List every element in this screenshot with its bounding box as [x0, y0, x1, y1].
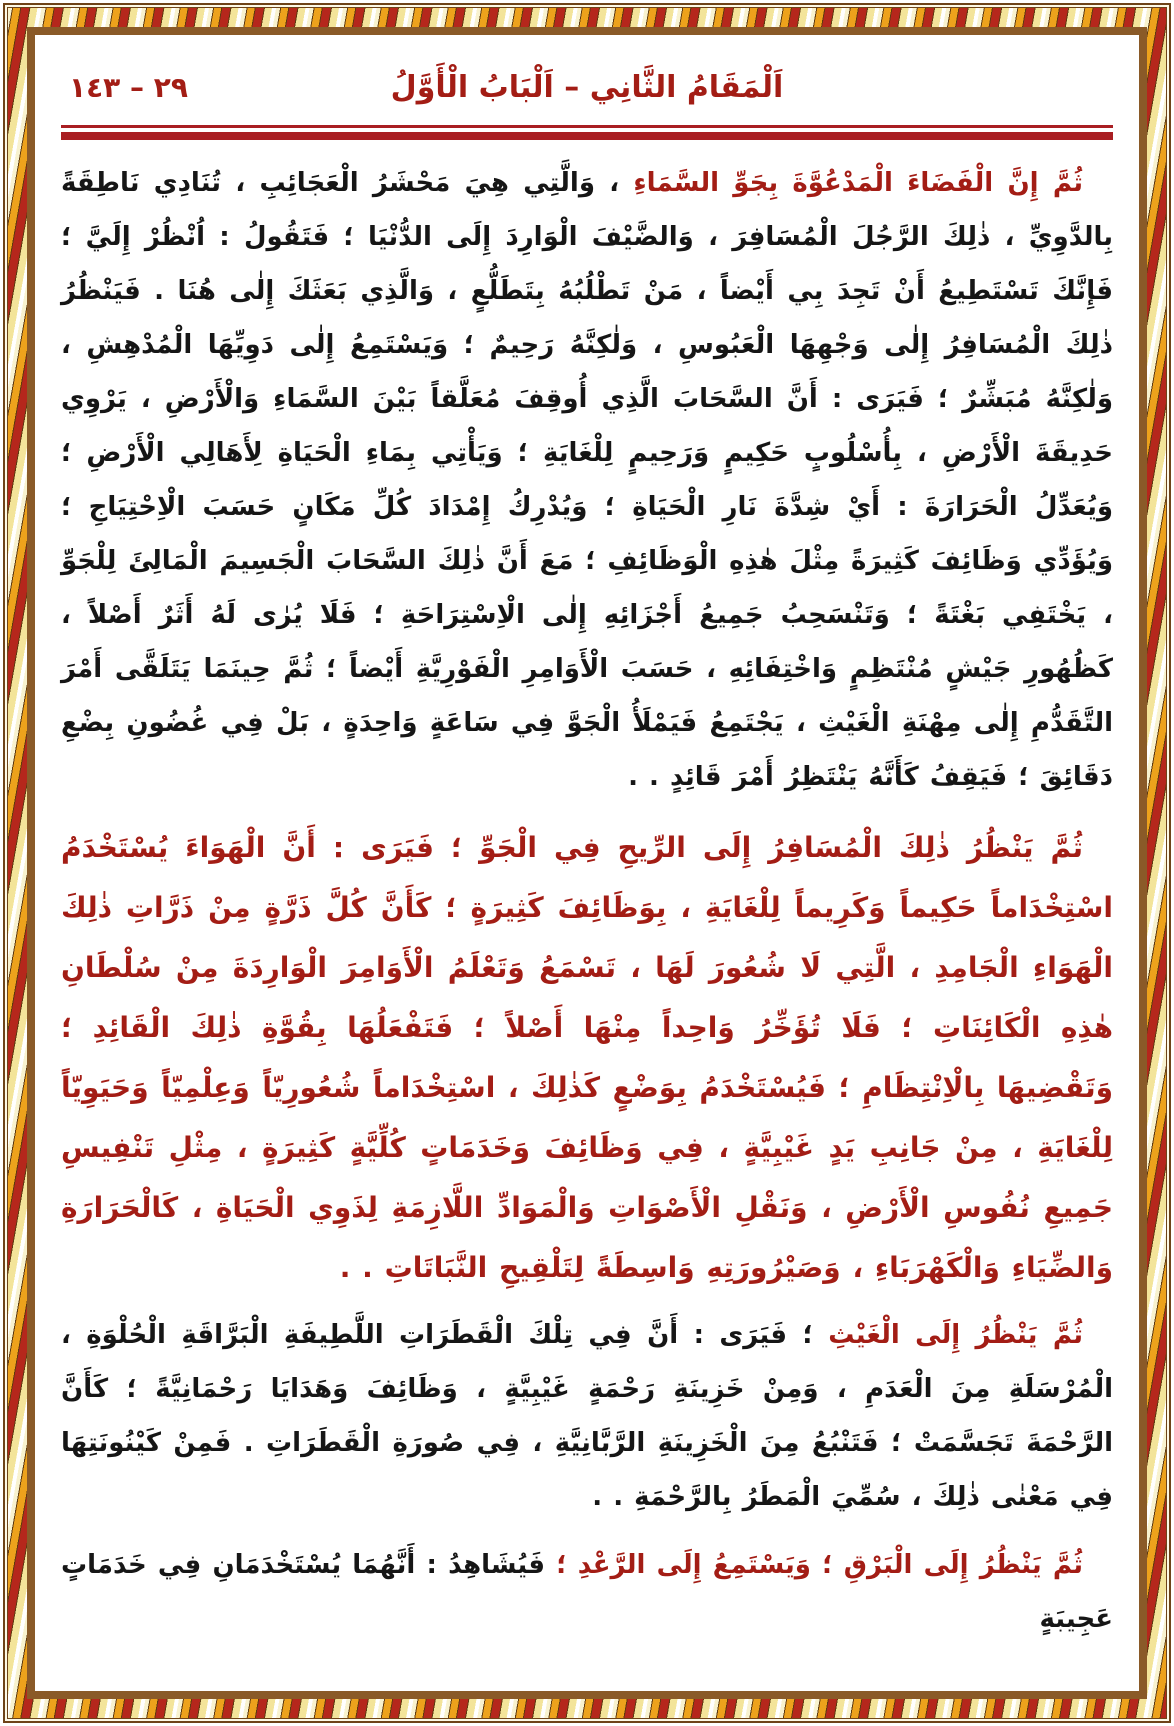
paragraph-4	[61, 1538, 1113, 1646]
double-rule-separator	[61, 125, 1113, 140]
ornamental-border-band	[7, 7, 1167, 1719]
text-segment-red: ثُمَّ يَنْظُرُ إِلَى الْغَيْثِ	[828, 1320, 1083, 1350]
page-numbers: ٢٩ – ١٤٣	[69, 71, 188, 104]
text-segment-black: ؛ فَيَرَى : أَنَّ فِي تِلْكَ الْقَطَرَاتِ اللَّطِيفَةِ الْبَرَّاقَةِ الْحُلْوَةِ ، الْمُرْسَلَةِ مِنَ الْعَدَمِ ، وَمِنْ خَزِينَةِ رَحْمَةٍ غَيْبِيَّةٍ ، وَظَائِفَ وَهَدَايَا رَحْمَانِيَّةً ؛ كَأَنَّ الرَّحْمَةَ تَجَسَّمَتْ ؛ فَتَنْبُعُ مِنَ الْخَزِينَةِ الرَّبَّانِيَّةِ ، فِي صُورَةِ الْقَطَرَاتِ . فَمِنْ كَيْنُونَتِهَا فِي مَعْنٰى ذٰلِكَ ، سُمِّيَ الْمَطَرُ بِالرَّحْمَةِ . .	[61, 1320, 1113, 1512]
text-segment-red: ثُمَّ يَنْظُرُ ذٰلِكَ الْمُسَافِرُ إِلَى الرِّيحِ فِي الْجَوِّ ؛ فَيَرَى : أَنَّ الْهَوَاءَ يُسْتَخْدَمُ اسْتِخْدَاماً حَكِيماً وَكَرِيماً لِلْغَايَةِ ، بِوَظَائِفَ كَثِيرَةٍ ؛ كَأَنَّ كُلَّ ذَرَّةٍ مِنْ ذَرَّاتِ ذٰلِكَ الْهَوَاءِ الْجَامِدِ ، الَّتِي لَا شُعُورَ لَهَا ، تَسْمَعُ وَتَعْلَمُ الْأَوَامِرَ الْوَارِدَةَ مِنْ سُلْطَانِ هٰذِهِ الْكَائِنَاتِ ؛ فَلَا تُؤَخِّرُ وَاحِداً مِنْهَا أَصْلاً ؛ فَتَفْعَلُهَا بِقُوَّةِ ذٰلِكَ الْقَائِدِ ؛ وَتَقْضِيهَا بِالْاِنْتِظَامِ ؛ فَيُسْتَخْدَمُ بِوَضْعٍ كَذٰلِكَ ، اسْتِخْدَاماً شُعُورِيّاً وَعِلْمِيّاً وَحَيَوِيّاً لِلْغَايَةِ ، مِنْ جَانِبِ يَدٍ غَيْبِيَّةٍ ، فِي وَظَائِفَ وَخَدَمَاتٍ كُلِّيَّةٍ كَثِيرَةٍ ، مِثْلِ تَنْفِيسِ جَمِيعِ نُفُوسِ الْأَرْضِ ، وَنَقْلِ الْأَصْوَاتِ وَالْمَوَادِّ اللَّازِمَةِ لِذَوِي الْحَيَاةِ ، كَالْحَرَارَةِ وَالضِّيَاءِ وَالْكَهْرَبَاءِ ، وَصَيْرُورَتِهِ وَاسِطَةً لِتَلْقِيحِ النَّبَاتَاتِ . .	[61, 831, 1113, 1284]
chapter-title: اَلْمَقَامُ الثَّانِي – اَلْبَابُ الْأَوَّلُ	[390, 70, 784, 105]
ornamental-frame	[3, 3, 1171, 1723]
text-segment-black: ، وَالَّتِي هِيَ مَحْشَرُ الْعَجَائِبِ ، تُنَادِي نَاطِقَةً بِالدَّوِيِّ ، ذٰلِكَ الرَّجُلَ الْمُسَافِرَ ، وَالضَّيْفَ الْوَارِدَ إِلَى الدُّنْيَا ؛ فَتَقُولُ : اُنْظُرْ إِلَيَّ ؛ فَإِنَّكَ تَسْتَطِيعُ أَنْ تَجِدَ بِي أَيْضاً ، مَنْ تَطْلُبُهُ بِتَطَلُّعٍ ، وَالَّذِي بَعَثَكَ إِلٰى هُنَا . فَيَنْظُرُ ذٰلِكَ الْمُسَافِرُ إِلٰى وَجْهِهَا الْعَبُوسِ ، وَلٰكِنَّهُ رَحِيمٌ ؛ وَيَسْتَمِعُ إِلٰى دَوِيِّهَا الْمُدْهِشِ ، وَلٰكِنَّهُ مُبَشِّرٌ ؛ فَيَرَى : أَنَّ السَّحَابَ الَّذِي أُوقِفَ مُعَلَّقاً بَيْنَ السَّمَاءِ وَالْأَرْضِ ، يَرْوِي حَدِيقَةَ الْأَرْضِ ، بِأُسْلُوبٍ حَكِيمٍ وَرَحِيمٍ لِلْغَايَةِ ؛ وَيَأْتِي بِمَاءِ الْحَيَاةِ لِأَهَالِي الْأَرْضِ ؛ وَيُعَدِّلُ الْحَرَارَةَ : أَيْ شِدَّةَ نَارِ الْحَيَاةِ ؛ وَيُدْرِكُ إِمْدَادَ كُلِّ مَكَانٍ حَسَبَ الْاِحْتِيَاجِ ؛ وَيُؤَدِّي وَظَائِفَ كَثِيرَةً مِثْلَ هٰذِهِ الْوَظَائِفِ ؛ مَعَ أَنَّ ذٰلِكَ السَّحَابَ الْجَسِيمَ الْمَالِئَ لِلْجَوِّ ، يَخْتَفِي بَغْتَةً ؛ وَتَنْسَحِبُ جَمِيعُ أَجْزَائِهِ إِلٰى الْاِسْتِرَاحَةِ ؛ فَلَا يُرٰى لَهُ أَثَرٌ أَصْلاً ، كَظُهُورِ جَيْشٍ مُنْتَظِمٍ وَاخْتِفَائِهِ ، حَسَبَ الْأَوَامِرِ الْفَوْرِيَّةِ أَيْضاً ؛ ثُمَّ حِينَمَا يَتَلَقَّى أَمْرَ التَّقَدُّمِ إِلٰى مِهْنَةِ الْغَيْثِ ، يَجْتَمِعُ فَيَمْلَأُ الْجَوَّ فِي سَاعَةٍ وَاحِدَةٍ ، بَلْ فِي غُضُونِ بِضْعِ دَقَائِقَ ؛ فَيَقِفُ كَأَنَّهُ يَنْتَظِرُ أَمْرَ قَائِدٍ . .	[61, 168, 1113, 792]
text-segment-red: ثُمَّ يَنْظُرُ إِلَى الْبَرْقِ ؛ وَيَسْتَمِعُ إِلَى الرَّعْدِ ؛	[556, 1550, 1084, 1580]
page-content-area	[27, 27, 1147, 1699]
page-header	[61, 59, 1113, 117]
paragraph-2	[61, 818, 1113, 1298]
paragraph-3	[61, 1308, 1113, 1524]
paragraph-1	[61, 156, 1113, 804]
text-segment-black: فَيُشَاهِدُ : أَنَّهُمَا يُسْتَخْدَمَانِ فِي خَدَمَاتٍ عَجِيبَةٍ	[61, 1550, 1113, 1634]
body-text	[61, 156, 1113, 1646]
text-segment-red: ثُمَّ إِنَّ الْفَضَاءَ الْمَدْعُوَّةَ بِجَوِّ السَّمَاءِ	[633, 168, 1083, 198]
